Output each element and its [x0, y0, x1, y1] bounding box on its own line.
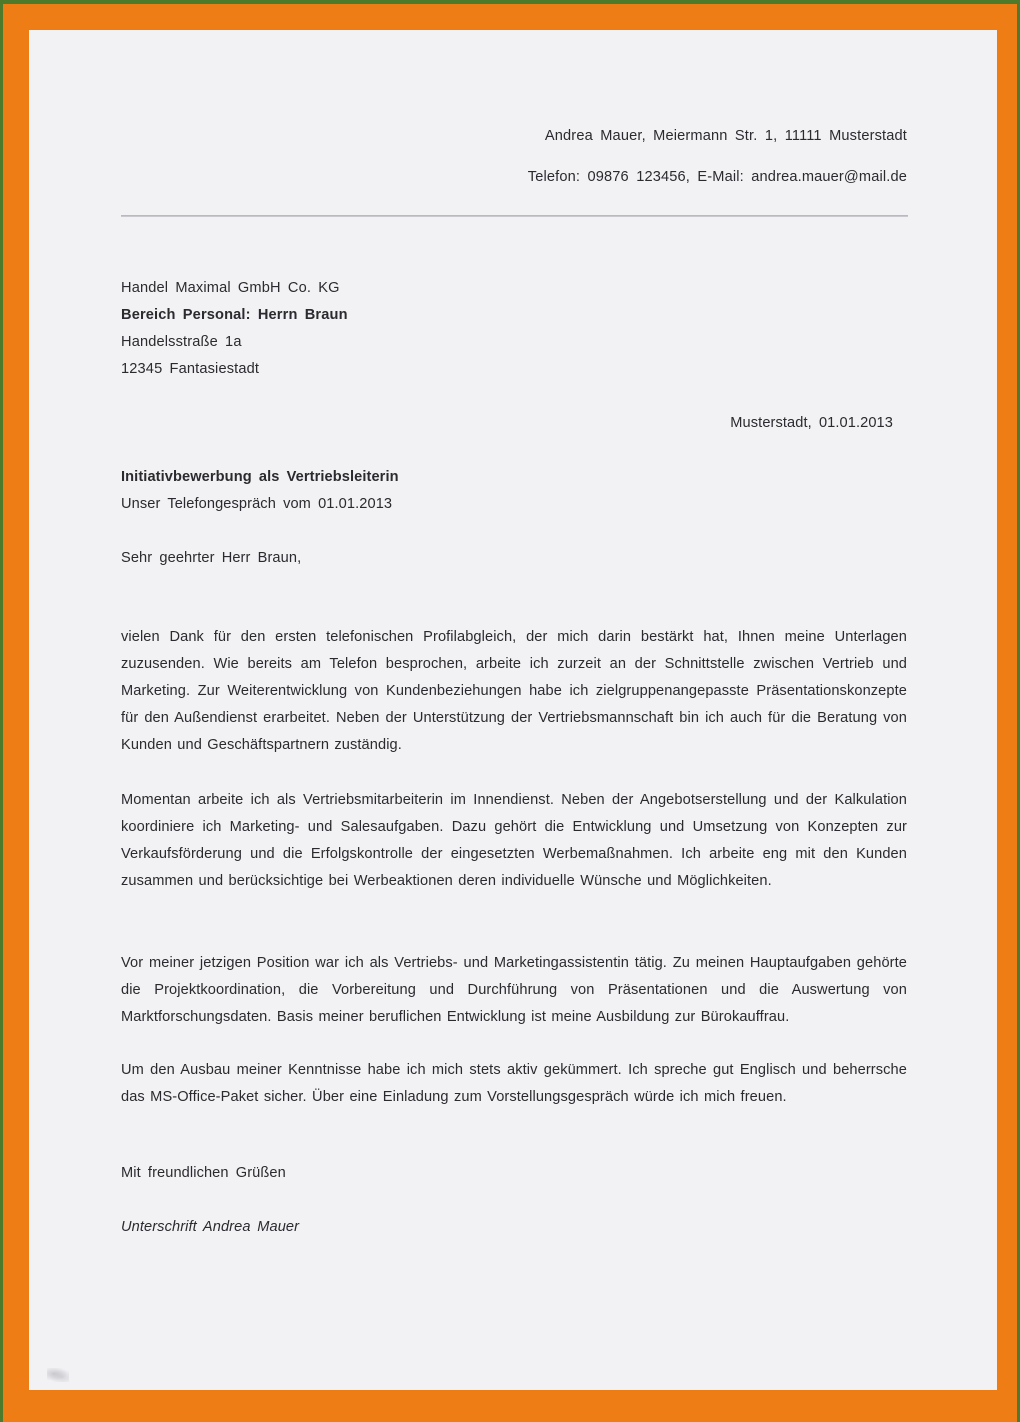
subject-title: Initiativbewerbung als Vertriebsleiterin [121, 469, 399, 485]
recipient-city: 12345 Fantasiestadt [121, 361, 260, 377]
body-paragraph-1: vielen Dank für den ersten telefonischen Profilabgleich, der mich darin bestärkt hat, Ihnen meine Unterlagen zuzusenden. Wie bereits am Telefon besprochen, arbeite ich zurzeit an der Schnittstelle zwischen Vertrieb und Marketing. Zur Weiterentwicklung von Kundenbeziehungen habe ich zielgruppenangepasste Präsentationskonzepte für den Außendienst erarbeitet. Neben der Unterstützung der Vertriebsmannschaft bin ich auch für die Beratung von Kunden und Geschäftspartnern zuständig. [121, 629, 907, 753]
recipient-street: Handelsstraße 1a [121, 334, 242, 350]
subject-block [121, 470, 399, 524]
header-divider-rule [121, 215, 908, 217]
salutation: Sehr geehrter Herr Braun, [121, 550, 302, 566]
body-paragraph-4: Um den Ausbau meiner Kenntnisse habe ich mich stets aktiv gekümmert. Ich spreche gut Englisch und beherrsche das MS-Office-Paket sicher. Über eine Einladung zum Vorstellungsgespräch würde ich mich freuen. [121, 1062, 907, 1105]
recipient-address-block [121, 281, 348, 389]
sender-contact-line: Telefon: 09876 123456, E-Mail: andrea.mauer@mail.de [527, 169, 907, 185]
recipient-department: Bereich Personal: Herrn Braun [121, 307, 348, 323]
signature-line: Unterschrift Andrea Mauer [121, 1219, 300, 1235]
sender-address-line: Andrea Mauer, Meiermann Str. 1, 11111 Musterstadt [544, 128, 907, 144]
document-page [29, 30, 997, 1390]
body-paragraph-3: Vor meiner jetzigen Position war ich als Vertriebs- und Marketingassistentin tätig. Zu meinen Hauptaufgaben gehörte die Projektkoordination, die Vorbereitung und Durchführung von Präsentationen und die Auswertung von Marktforschungsdaten. Basis meiner beruflichen Entwicklung ist meine Ausbildung zur Bürokauffrau. [121, 955, 907, 1025]
body-paragraph-2: Momentan arbeite ich als Vertriebsmitarbeiterin im Innendienst. Neben der Angebotserstellung und der Kalkulation koordiniere ich Marketing- und Salesaufgaben. Dazu gehört die Entwicklung und Umsetzung von Konzepten zur Verkaufsförderung und die Erfolgskontrolle der eingesetzten Werbemaßnahmen. Ich arbeite eng mit den Kunden zusammen und berücksichtige bei Werbeaktionen deren individuelle Wünsche und Möglichkeiten. [121, 792, 907, 889]
scan-artifact-smudge [47, 1368, 69, 1382]
subject-reference: Unser Telefongespräch vom 01.01.2013 [121, 496, 393, 512]
closing-phrase: Mit freundlichen Grüßen [121, 1165, 286, 1181]
date-line: Musterstadt, 01.01.2013 [730, 415, 893, 431]
recipient-company: Handel Maximal GmbH Co. KG [121, 280, 340, 296]
